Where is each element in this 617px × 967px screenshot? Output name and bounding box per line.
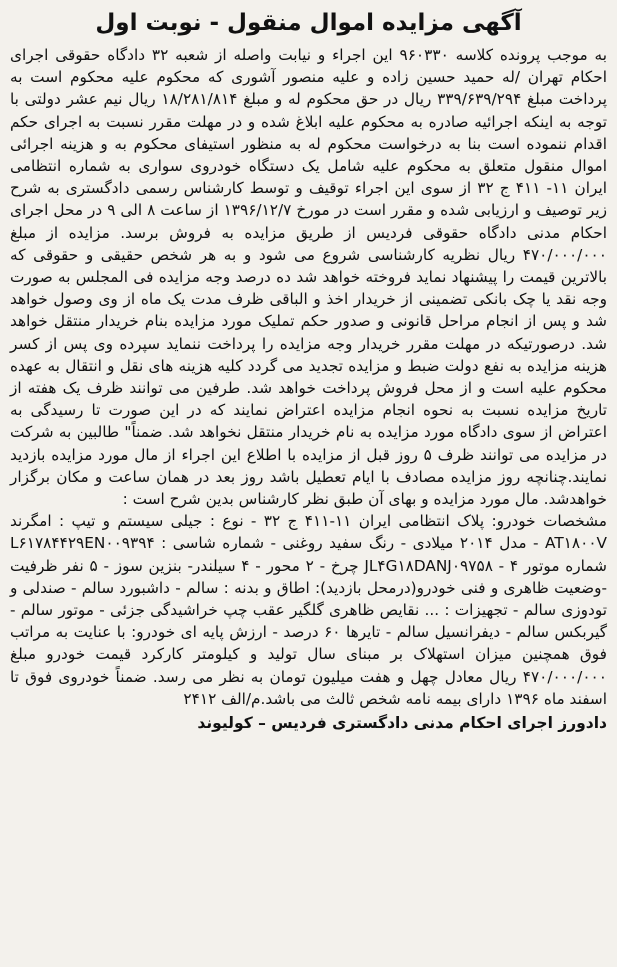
vehicle-specs: مشخصات خودرو: پلاک انتظامی ایران ۱۱-۴۱۱ ج ۳۲ - نوع : جیلی سیستم و تیپ : امگرند AT۱۸۰۰V - مدل ۲۰۱۴ میلادی - رنگ سفید روغنی - شماره شاسی : L۶۱۷۸۴۴۲۹EN۰۰۹۳۹۴ شماره موتور JL۴G۱۸DANJ۰۹۷۵۸ - ۴ چرخ - ۲ محور - ۴ سیلندر- بنزین سوز - ۵ نفر ظرفیت -وضعیت ظاهری و فنی خودرو(درمحل بازدید): اطاق و بدنه : سالم - داشبورد سالم - صندلی و تودوزی سالم - تجهیزات : ... نقایص ظاهری گلگیر عقب چپ خراشیدگی جزئی - موتور سالم - گیربکس سالم - دیفرانسیل سالم - تایرها ۶۰ درصد - ارزش پایه ای خودرو: با عنایت به مراتب فوق همچنین میزان استهلاک بر مبنای سال تولید و کیلومتر کارکرد قیمت خودرو مبلغ ۴۷۰/۰۰۰/۰۰۰ ریال معادل چهل و هفت میلیون تومان به نظر می رسد. ضمناً خودروی فوق تا اسفند ماه ۱۳۹۶ دارای بیمه نامه شخص ثالث می باشد.م/الف ۲۴۱۲ — [10, 512, 607, 708]
notice-title: آگهی مزایده اموال منقول - نوبت اول — [95, 10, 522, 36]
notice-signature: دادورز اجرای احکام مدنی دادگستری فردیس – کولیوند — [197, 714, 607, 733]
notice-body-container — [10, 44, 607, 710]
notice-body: به موجب پرونده کلاسه ۹۶۰۳۳۰ این اجراء و نیابت واصله از شعبه ۳۲ دادگاه حقوقی اجرای احکام تهران /له حمید حسین زاده و علیه منصور آشوری که محکوم علیه محکوم است به پرداخت مبلغ ۳۳۹/۶۳۹/۲۹۴ ریال در حق محکوم له و مبلغ ۱۸/۲۸۱/۸۱۴ ریال نیم عشر دولتی با توجه به اینکه اجرائیه صادره به محکوم علیه ابلاغ شده و در مهلت مقرر نسبت به اجرای حکم اقدام ننموده است بنا به درخواست محکوم له به منظور استیفای محکوم به و هزینه اجرائی اموال منقول متعلق به محکوم علیه شامل یک دستگاه خودروی سواری به شماره انتظامی ایران ۱۱- ۴۱۱ ج ۳۲ از سوی این اجراء توقیف و توسط کارشناس رسمی دادگستری به شرح زیر توصیف و ارزیابی شده و مقرر است در مورخ ۱۳۹۶/۱۲/۷ از ساعت ۸ الی ۹ در محل اجرای احکام مدنی دادگاه حقوقی فردیس از طریق مزایده به فروش برسد. مزایده از مبلغ ۴۷۰/۰۰۰/۰۰۰ ریال نظریه کارشناسی شروع می شود و به هر شخص حقیقی و حقوقی که بالاترین قیمت را پیشنهاد نماید فروخته خواهد شد ده درصد وجه مزایده فی المجلس به صورت وجه نقد یا چک بانکی تضمینی از خریدار اخذ و الباقی ظرف مدت یک ماه از وی وصول خواهد شد و پس از انجام مراحل قانونی و صدور حکم تملیک مورد مزایده بنام خریدار منتقل خواهد شد. درصورتیکه در مهلت مقرر خریدار وجه مزایده را پرداخت ننماید سپرده وی پس از کسر هزینه مزایده به نفع دولت ضبط و مزایده تجدید می گردد کلیه هزینه های نقل و انتقال به عهده محکوم علیه است و از محل فروش پرداخت خواهد شد. طرفین می توانند ظرف یک هفته از تاریخ مزایده نسبت به نحوه انجام مزایده اعتراض نمایند که در این صورت تا رسیدگی به اعتراض از سوی دادگاه مورد مزایده به نام خریدار منتقل نخواهد شد. ضمناً" طالبین به شرکت در مزایده می توانند ظرف ۵ روز قبل از مزایده با اطلاع این اجراء از مال مورد مزایده بازدید نمایند.چنانچه روز مزایده مصادف با ایام تعطیل باشد روز بعد در همان ساعت و مکان برگزار خواهدشد. مال مورد مزایده و بهای آن طبق نظر کارشناس بدین شرح است : — [10, 46, 608, 509]
